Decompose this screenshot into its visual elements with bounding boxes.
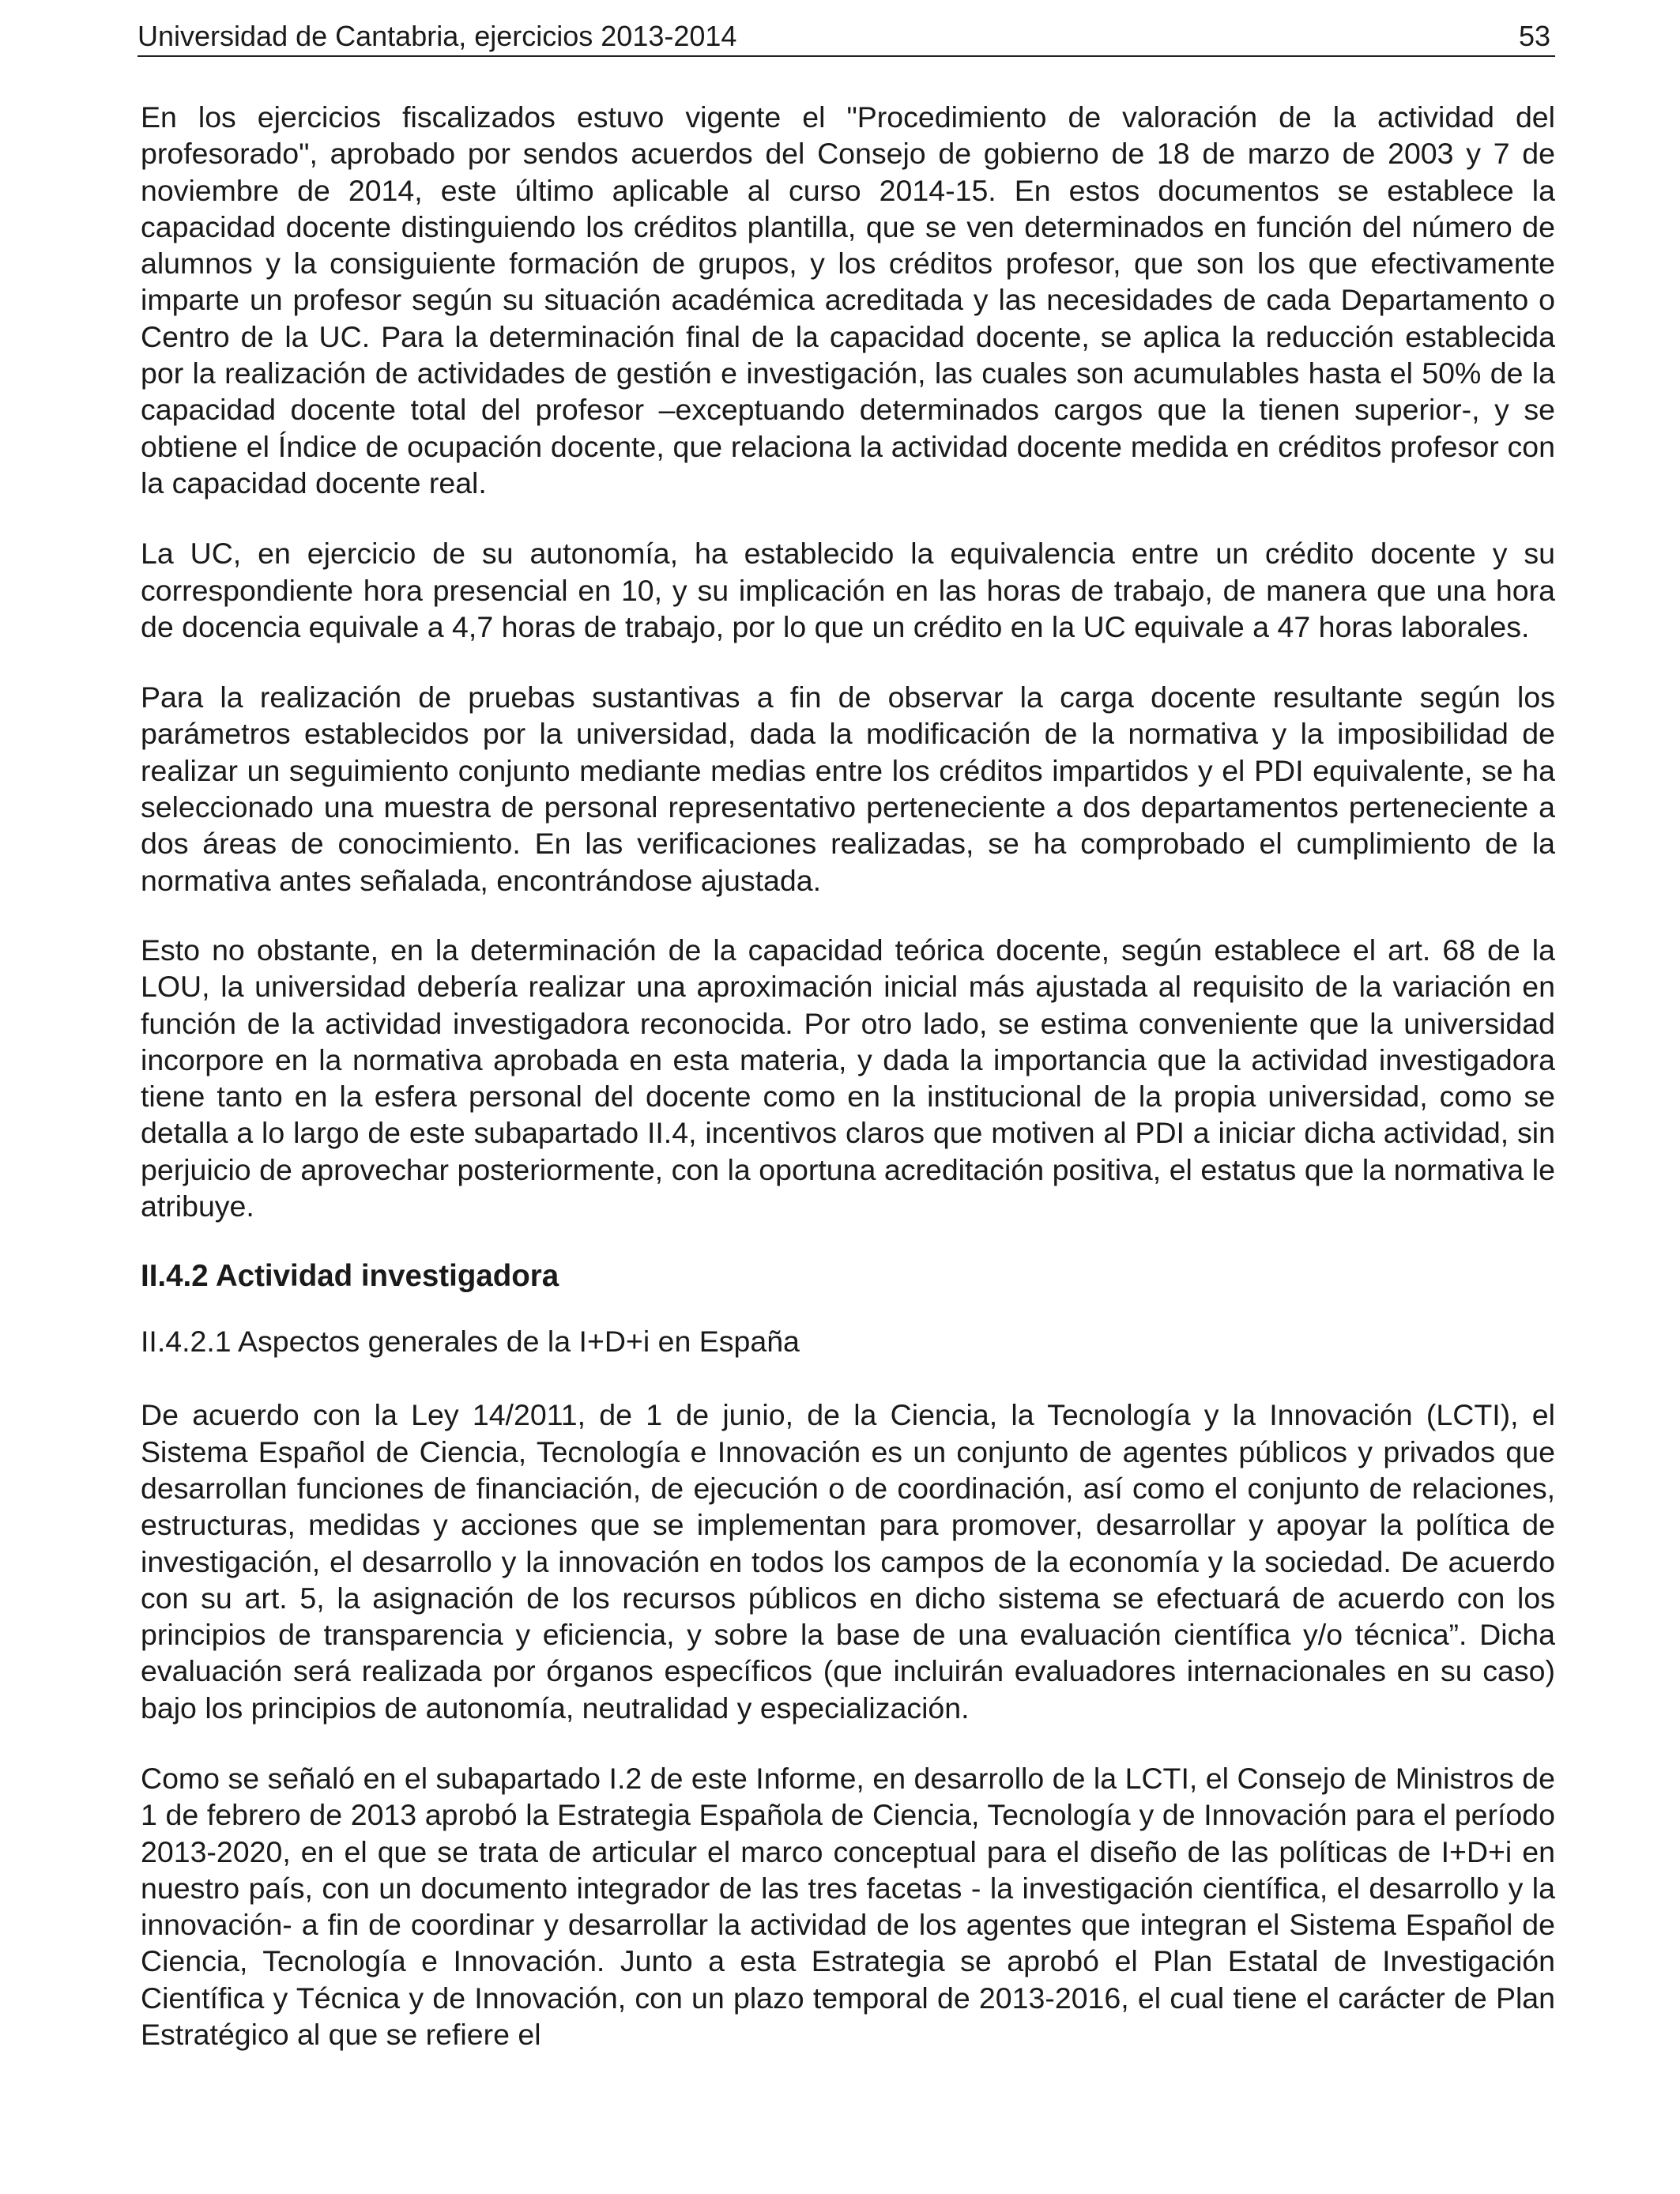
header-title: Universidad de Cantabria, ejercicios 2013-2014 xyxy=(137,20,737,52)
paragraph-pruebas-sustantivas: Para la realización de pruebas sustantivas a fin de observar la carga docente resultante según los parámetros establecidos por la universidad, dada la modificación de la normativa y la imposibilidad de realizar un seguimiento conjunto mediante medias entre los créditos impartidos y el PDI equivalente, se ha seleccionado una muestra de personal representativo perteneciente a dos departamentos perteneciente a dos áreas de conocimiento. En las verificaciones realizadas, se ha comprobado el cumplimiento de la normativa antes señalada, encontrándose ajustada. xyxy=(141,680,1555,897)
subsection-heading: II.4.2.1 Aspectos generales de la I+D+i en España xyxy=(141,1325,800,1359)
paragraph-capacidad-docente: En los ejercicios fiscalizados estuvo vigente el "Procedimiento de valoración de la actividad del profesorado", aprobado por sendos acuerdos del Consejo de gobierno de 18 de marzo de 2003 y 7 de noviembre de 2014, este último aplicable al curso 2014-15. En estos documentos se establece la capacidad docente distinguiendo los créditos plantilla, que se ven determinados en función del número de alumnos y la consiguiente formación de grupos, y los créditos profesor, que son los que efectivamente imparte un profesor según su situación académica acreditada y las necesidades de cada Departamento o Centro de la UC. Para la determinación final de la capacidad docente, se aplica la reducción establecida por la realización de actividades de gestión e investigación, las cuales son acumulables hasta el 50% de la capacidad docente total del profesor –exceptuando determinados cargos que la tienen superior-, y se obtiene el Índice de ocupación docente, que relaciona la actividad docente medida en créditos profesor con la capacidad docente real. xyxy=(141,100,1555,499)
paragraph-lcti: De acuerdo con la Ley 14/2011, de 1 de junio, de la Ciencia, la Tecnología y la Innovación (LCTI), el Sistema Español de Ciencia, Tecnología e Innovación es un conjunto de agentes públicos y privados que desarrollan funciones de financiación, de ejecución o de coordinación, así como el conjunto de relaciones, estructuras, medidas y acciones que se implementan para promover, desarrollar y apoyar la política de investigación, el desarrollo y la innovación en todos los campos de la economía y la sociedad. De acuerdo con su art. 5, la asignación de los recursos públicos en dicho sistema se efectuará de acuerdo con los principios de transparencia y eficiencia, y sobre la base de una evaluación científica y/o técnica”. Dicha evaluación será realizada por órganos específicos (que incluirán evaluadores internacionales en su caso) bajo los principios de autonomía, neutralidad y especialización. xyxy=(141,1398,1555,1725)
paragraph-capacidad-teorica: Esto no obstante, en la determinación de la capacidad teórica docente, según establece el art. 68 de la LOU, la universidad debería realizar una aproximación inicial más ajustada al requisito de la variación en función de la actividad investigadora reconocida. Por otro lado, se estima conveniente que la universidad incorpore en la normativa aprobada en esta materia, y dada la importancia que la actividad investigadora tiene tanto en la esfera personal del docente como en la institucional de la propia universidad, como se detalla a lo largo de este subapartado II.4, incentivos claros que motiven al PDI a iniciar dicha actividad, sin perjuicio de aprovechar posteriormente, con la oportuna acreditación positiva, el estatus que la normativa le atribuye. xyxy=(141,933,1555,1223)
page-header xyxy=(137,17,1555,57)
paragraph-equivalencia-credito: La UC, en ejercicio de su autonomía, ha establecido la equivalencia entre un crédito docente y su correspondiente hora presencial en 10, y su implicación en las horas de trabajo, de manera que una hora de docencia equivale a 4,7 horas de trabajo, por lo que un crédito en la UC equivale a 47 horas laborales. xyxy=(141,537,1555,643)
section-heading: II.4.2 Actividad investigadora xyxy=(141,1259,559,1294)
paragraph-estrategia: Como se señaló en el subapartado I.2 de este Informe, en desarrollo de la LCTI, el Consejo de Ministros de 1 de febrero de 2013 aprobó la Estrategia Española de Ciencia, Tecnología y de Innovación para el período 2013-2020, en el que se trata de articular el marco conceptual para el diseño de las políticas de I+D+i en nuestro país, con un documento integrador de las tres facetas - la investigación científica, el desarrollo y la innovación- a fin de coordinar y desarrollar la actividad de los agentes que integran el Sistema Español de Ciencia, Tecnología e Innovación. Junto a esta Estrategia se aprobó el Plan Estatal de Investigación Científica y Técnica y de Innovación, con un plazo temporal de 2013-2016, el cual tiene el carácter de Plan Estratégico al que se refiere el xyxy=(141,1761,1555,2052)
page-number: 53 xyxy=(1518,20,1550,52)
document-body xyxy=(141,99,1555,2087)
